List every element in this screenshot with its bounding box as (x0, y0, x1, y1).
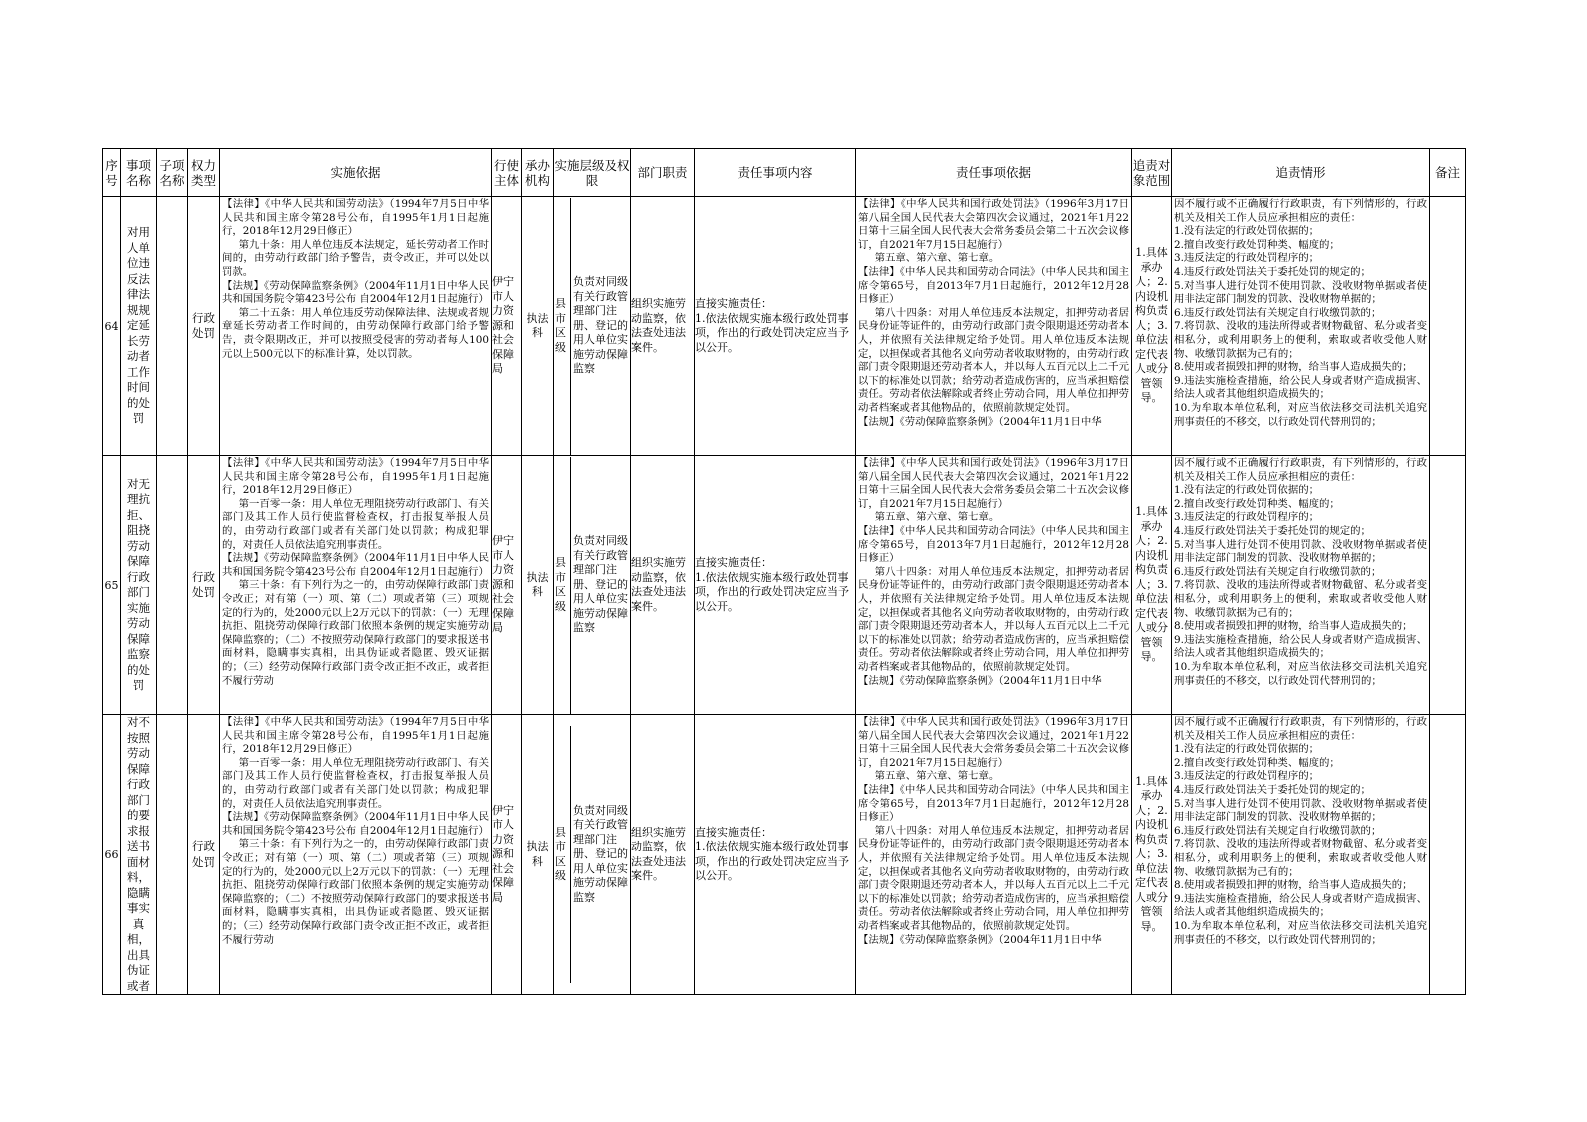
table-row (103, 197, 1466, 456)
row-resp-content: 直接实施责任： 1.依法依规实施本级行政处罚事项，作出的行政处罚决定应当予以公开。 (695, 456, 856, 715)
row-resp-basis-paragraph: 第八十四条：对用人单位违反本法规定，扣押劳动者居民身份证等证件的，由劳动行政部门责令限期退还劳动者本人，并依照有关法律规定给予处罚。用人单位违反本法规定，以担保或者其他名义向劳动者收取财物的，由劳动行政部门责令限期退还劳动者本人，并以每人五百元以上二千元以下的标准处以罚款；给劳动者造成伤害的，应当承担赔偿责任。劳动者依法解除或者终止劳动合同，用人单位扣押劳动者档案或者其他物品的，依照前款规定处罚。 (858, 306, 1129, 414)
row-duty: 组织实施劳动监察，依法查处违法案件。 (631, 715, 695, 995)
row-subject: 伊宁市人力资源和社会保障局 (492, 715, 522, 995)
row-situation-paragraph: 4.违反行政处罚法关于委托处罚的规定的； (1174, 265, 1371, 278)
header-remark: 备注 (1430, 149, 1466, 197)
row-resp-basis-paragraph: 【法规】《劳动保障监察条例》（2004年11月1日中华 (858, 674, 1102, 687)
row-resp-basis-paragraph: 第八十四条：对用人单位违反本法规定，扣押劳动者居民身份证等证件的，由劳动行政部门责令限期退还劳动者本人，并依照有关法律规定给予处罚。用人单位违反本法规定，以担保或者其他名义向劳动者收取财物的，由劳动行政部门责令限期退还劳动者本人，并以每人五百元以上二千元以下的标准处以罚款；给劳动者造成伤害的，应当承担赔偿责任。劳动者依法解除或者终止劳动合同，用人单位扣押劳动者档案或者其他物品的，依照前款规定处罚。 (858, 565, 1129, 673)
row-situation-paragraph: 6.违反行政处罚法有关规定自行收缴罚款的； (1174, 306, 1382, 319)
row-situation-paragraph: 10.为牟取本单位私利，对应当依法移交司法机关追究刑事责任的不移交，以行政处罚代替刑罚的； (1174, 660, 1427, 687)
row-target: 1.具体承办人；2.内设机构负责人；3.单位法定代表人或分管领导。 (1132, 197, 1172, 456)
row-situation-paragraph: 9.违法实施检查措施，给公民人身或者财产造成损害、给法人或者其他组织造成损失的； (1174, 892, 1427, 919)
row-situation-paragraph: 7.将罚款、没收的违法所得或者财物截留、私分或者变相私分，或利用职务上的便利，索取或者收受他人财物、收缴罚款据为己有的； (1174, 838, 1427, 878)
row-situation (1172, 456, 1430, 715)
row-situation-paragraph: 6.违反行政处罚法有关规定自行收缴罚款的； (1174, 565, 1382, 578)
row-org: 执法科 (522, 197, 554, 456)
header-row (103, 149, 1466, 197)
header-item-name: 事项名称 (121, 149, 157, 197)
row-seq: 65 (103, 456, 121, 715)
row-situation-paragraph: 7.将罚款、没收的违法所得或者财物截留、私分或者变相私分，或利用职务上的便利，索取或者收受他人财物、收缴罚款据为己有的； (1174, 579, 1427, 619)
row-resp-basis-paragraph: 【法规】《劳动保障监察条例》（2004年11月1日中华 (858, 415, 1102, 428)
row-situation-paragraph: 1.没有法定的行政处罚依据的； (1174, 225, 1319, 238)
row-resp-content: 直接实施责任： 1.依法依规实施本级行政处罚事项，作出的行政处罚决定应当予以公开。 (695, 715, 856, 995)
row-situation-paragraph: 因不履行或不正确履行行政职责，有下列情形的，行政机关及相关工作人员应承担相应的责任： (1174, 716, 1427, 742)
row-basis-paragraph: 【法规】《劳动保障监察条例》（2004年11月1日中华人民共和国国务院令第423号公布 自2004年12月1日起施行） (222, 552, 489, 578)
header-situation: 追责情形 (1172, 149, 1430, 197)
row-basis-paragraph: 第二十五条：用人单位违反劳动保障法律、法规或者规章延长劳动者工作时间的，由劳动保障行政部门给予警告，责令限期改正，并可以按照受侵害的劳动者每人100元以上500元以下的标准计算，处以罚款。 (222, 306, 489, 360)
row-sub-name (157, 456, 188, 715)
row-resp-content: 直接实施责任： 1.依法依规实施本级行政处罚事项，作出的行政处罚决定应当予以公开。 (695, 197, 856, 456)
row-level-desc: 负责对同级有关行政管理部门注册、登记的用人单位实施劳动保障监察 (573, 534, 628, 635)
table-row (103, 456, 1466, 715)
row-level-desc: 负责对同级有关行政管理部门注册、登记的用人单位实施劳动保障监察 (573, 275, 628, 376)
row-resp-basis-paragraph: 第五章、第六章、第七章。 (874, 511, 1000, 524)
row-situation-paragraph: 5.对当事人进行处罚不使用罚款、没收财物单据或者使用非法定部门制发的罚款、没收财物单据的； (1174, 797, 1427, 824)
row-remark (1430, 715, 1466, 995)
responsibility-table (102, 148, 1466, 995)
row-resp-basis-paragraph: 第八十四条：对用人单位违反本法规定，扣押劳动者居民身份证等证件的，由劳动行政部门责令限期退还劳动者本人，并依照有关法律规定给予处罚。用人单位违反本法规定，以担保或者其他名义向劳动者收取财物的，由劳动行政部门责令限期退还劳动者本人，并以每人五百元以上二千元以下的标准处以罚款；给劳动者造成伤害的，应当承担赔偿责任。劳动者依法解除或者终止劳动合同，用人单位扣押劳动者档案或者其他物品的，依照前款规定处罚。 (858, 824, 1129, 932)
row-situation-paragraph: 2.擅自改变行政处罚种类、幅度的； (1174, 497, 1340, 510)
row-power-type: 行政处罚 (188, 456, 220, 715)
row-seq: 66 (103, 715, 121, 995)
row-situation-paragraph: 1.没有法定的行政处罚依据的； (1174, 743, 1319, 756)
row-level (554, 715, 631, 995)
row-resp-basis-paragraph: 【法律】《中华人民共和国劳动合同法》（中华人民共和国主席令第65号，自2013年7月1日起施行，2012年12月28日修正） (858, 265, 1129, 306)
row-duty: 组织实施劳动监察，依法查处违法案件。 (631, 456, 695, 715)
row-target: 1.具体承办人；2.内设机构负责人；3.单位法定代表人或分管领导。 (1132, 715, 1172, 995)
row-remark (1430, 456, 1466, 715)
row-basis-paragraph: 【法律】《中华人民共和国劳动法》（1994年7月5日中华人民共和国主席令第28号公布，自1995年1月1日起施行，2018年12月29日修正） (222, 457, 489, 497)
row-seq: 64 (103, 197, 121, 456)
header-target: 追责对象范围 (1132, 149, 1172, 197)
row-situation-paragraph: 2.擅自改变行政处罚种类、幅度的； (1174, 756, 1340, 769)
row-resp-basis (856, 197, 1132, 456)
row-basis-paragraph: 【法律】《中华人民共和国劳动法》（1994年7月5日中华人民共和国主席令第28号公布，自1995年1月1日起施行，2018年12月29日修正） (222, 198, 489, 238)
row-target: 1.具体承办人；2.内设机构负责人；3.单位法定代表人或分管领导。 (1132, 456, 1172, 715)
row-situation-paragraph: 4.违反行政处罚法关于委托处罚的规定的； (1174, 783, 1371, 796)
row-sub-name (157, 715, 188, 995)
row-situation-paragraph: 9.违法实施检查措施，给公民人身或者财产造成损害、给法人或者其他组织造成损失的； (1174, 633, 1427, 660)
row-basis (220, 456, 492, 715)
row-situation-paragraph: 8.使用或者损毁扣押的财物，给当事人造成损失的； (1174, 620, 1413, 633)
row-basis-paragraph: 第一百零一条：用人单位无理阻挠劳动行政部门、有关部门及其工作人员行使监督检查权，打击报复举报人员的，由劳动行政部门或者有关部门处以罚款；构成犯罪的，对责任人员依法追究刑事责任。 (222, 756, 489, 810)
row-situation-paragraph: 8.使用或者损毁扣押的财物，给当事人造成损失的； (1174, 361, 1413, 374)
row-power-type: 行政处罚 (188, 197, 220, 456)
row-basis (220, 715, 492, 995)
row-subject: 伊宁市人力资源和社会保障局 (492, 197, 522, 456)
row-basis (220, 197, 492, 456)
row-basis-paragraph: 第三十条：有下列行为之一的，由劳动保障行政部门责令改正；对有第（一）项、第（二）项或者第（三）项规定的行为的，处2000元以上2万元以下的罚款：（一）无理抗拒、阻挠劳动保障行政部门依照本条例的规定实施劳动保障监察的；（二）不按照劳动保障行政部门的要求报送书面材料，隐瞒事实真相，出具伪证或者隐匿、毁灭证据的；（三）经劳动保障行政部门责令改正拒不改正，或者拒不履行劳动 (222, 579, 489, 687)
row-basis-paragraph: 第九十条：用人单位违反本法规定，延长劳动者工作时间的，由劳动行政部门给予警告，责令改正，并可以处以罚款。 (222, 238, 489, 278)
row-level (554, 197, 631, 456)
row-basis-paragraph: 【法规】《劳动保障监察条例》（2004年11月1日中华人民共和国国务院令第423号公布 自2004年12月1日起施行） (222, 811, 489, 837)
row-situation-paragraph: 5.对当事人进行处罚不使用罚款、没收财物单据或者使用非法定部门制发的罚款、没收财物单据的； (1174, 538, 1427, 565)
row-item-name: 对用人单位违反法律法规规定延长劳动者工作时间的处罚 (121, 197, 157, 456)
header-sub-name: 子项名称 (157, 149, 188, 197)
row-org: 执法科 (522, 456, 554, 715)
row-situation-paragraph: 6.违反行政处罚法有关规定自行收缴罚款的； (1174, 824, 1382, 837)
row-resp-basis-paragraph: 【法律】《中华人民共和国行政处罚法》（1996年3月17日第八届全国人民代表大会第四次会议通过，2021年1月22日第十三届全国人民代表大会常务委员会第二十五次会议修订，自2021年7月15日起施行） (858, 716, 1129, 769)
row-subject: 伊宁市人力资源和社会保障局 (492, 456, 522, 715)
row-remark (1430, 197, 1466, 456)
row-resp-basis-paragraph: 【法律】《中华人民共和国行政处罚法》（1996年3月17日第八届全国人民代表大会第四次会议通过，2021年1月22日第十三届全国人民代表大会常务委员会第二十五次会议修订，自2021年7月15日起施行） (858, 198, 1129, 251)
row-level (554, 456, 631, 715)
row-item-name: 对无理抗拒、阻挠劳动保障行政部门实施劳动保障监察的处罚 (121, 456, 157, 715)
header-level: 实施层级及权限 (554, 149, 631, 197)
row-situation (1172, 715, 1430, 995)
table-row (103, 715, 1466, 995)
row-resp-basis (856, 715, 1132, 995)
row-level-scope: 县市区级 (554, 726, 571, 983)
row-basis-paragraph: 第一百零一条：用人单位无理阻挠劳动行政部门、有关部门及其工作人员行使监督检查权，打击报复举报人员的，由劳动行政部门或者有关部门处以罚款；构成犯罪的，对责任人员依法追究刑事责任。 (222, 497, 489, 551)
row-situation (1172, 197, 1430, 456)
row-situation-paragraph: 因不履行或不正确履行行政职责，有下列情形的，行政机关及相关工作人员应承担相应的责任： (1174, 198, 1427, 224)
row-resp-basis-paragraph: 【法律】《中华人民共和国劳动合同法》（中华人民共和国主席令第65号，自2013年7月1日起施行，2012年12月28日修正） (858, 524, 1129, 565)
header-basis: 实施依据 (220, 149, 492, 197)
row-duty: 组织实施劳动监察，依法查处违法案件。 (631, 197, 695, 456)
row-level-desc: 负责对同级有关行政管理部门注册、登记的用人单位实施劳动保障监察 (573, 803, 628, 904)
header-subject: 行使主体 (492, 149, 522, 197)
row-situation-paragraph: 10.为牟取本单位私利，对应当依法移交司法机关追究刑事责任的不移交，以行政处罚代替刑罚的； (1174, 919, 1427, 946)
row-level-scope: 县市区级 (554, 198, 571, 455)
row-situation-paragraph: 因不履行或不正确履行行政职责，有下列情形的，行政机关及相关工作人员应承担相应的责任： (1174, 457, 1427, 483)
header-resp-basis: 责任事项依据 (856, 149, 1132, 197)
header-power-type: 权力类型 (188, 149, 220, 197)
row-situation-paragraph: 8.使用或者损毁扣押的财物，给当事人造成损失的； (1174, 879, 1413, 892)
row-resp-basis-paragraph: 【法规】《劳动保障监察条例》（2004年11月1日中华 (858, 933, 1102, 946)
row-basis-paragraph: 第三十条：有下列行为之一的，由劳动保障行政部门责令改正；对有第（一）项、第（二）项或者第（三）项规定的行为的，处2000元以上2万元以下的罚款：（一）无理抗拒、阻挠劳动保障行政部门依照本条例的规定实施劳动保障监察的；（二）不按照劳动保障行政部门的要求报送书面材料，隐瞒事实真相，出具伪证或者隐匿、毁灭证据的；（三）经劳动保障行政部门责令改正拒不改正，或者拒不履行劳动 (222, 838, 489, 946)
header-resp-content: 责任事项内容 (695, 149, 856, 197)
header-duty: 部门职责 (631, 149, 695, 197)
row-resp-basis-paragraph: 第五章、第六章、第七章。 (874, 770, 1000, 783)
row-resp-basis-paragraph: 第五章、第六章、第七章。 (874, 252, 1000, 265)
row-situation-paragraph: 9.违法实施检查措施，给公民人身或者财产造成损害、给法人或者其他组织造成损失的； (1174, 374, 1427, 401)
header-org: 承办机构 (522, 149, 554, 197)
header-seq: 序号 (103, 149, 121, 197)
row-situation-paragraph: 3.违反法定的行政处罚程序的； (1174, 252, 1319, 265)
row-situation-paragraph: 10.为牟取本单位私利，对应当依法移交司法机关追究刑事责任的不移交，以行政处罚代替刑罚的； (1174, 401, 1427, 428)
row-situation-paragraph: 1.没有法定的行政处罚依据的； (1174, 484, 1319, 497)
row-basis-paragraph: 【法规】《劳动保障监察条例》（2004年11月1日中华人民共和国国务院令第423号公布 自2004年12月1日起施行） (222, 279, 489, 306)
row-situation-paragraph: 3.违反法定的行政处罚程序的； (1174, 770, 1319, 783)
row-level-scope: 县市区级 (554, 457, 571, 714)
row-situation-paragraph: 7.将罚款、没收的违法所得或者财物截留、私分或者变相私分，或利用职务上的便利，索取或者收受他人财物、收缴罚款据为己有的； (1174, 320, 1427, 360)
row-situation-paragraph: 3.违反法定的行政处罚程序的； (1174, 511, 1319, 524)
row-basis-paragraph: 【法律】《中华人民共和国劳动法》（1994年7月5日中华人民共和国主席令第28号公布，自1995年1月1日起施行，2018年12月29日修正） (222, 716, 489, 756)
row-resp-basis (856, 456, 1132, 715)
row-situation-paragraph: 2.擅自改变行政处罚种类、幅度的； (1174, 238, 1340, 251)
row-item-name: 对不按照劳动保障行政部门的要求报送书面材料，隐瞒事实真相，出具伪证或者 (121, 715, 157, 995)
row-resp-basis-paragraph: 【法律】《中华人民共和国劳动合同法》（中华人民共和国主席令第65号，自2013年7月1日起施行，2012年12月28日修正） (858, 783, 1129, 824)
row-situation-paragraph: 5.对当事人进行处罚不使用罚款、没收财物单据或者使用非法定部门制发的罚款、没收财物单据的； (1174, 279, 1427, 306)
row-sub-name (157, 197, 188, 456)
row-resp-basis-paragraph: 【法律】《中华人民共和国行政处罚法》（1996年3月17日第八届全国人民代表大会第四次会议通过，2021年1月22日第十三届全国人民代表大会常务委员会第二十五次会议修订，自2021年7月15日起施行） (858, 457, 1129, 510)
row-situation-paragraph: 4.违反行政处罚法关于委托处罚的规定的； (1174, 524, 1371, 537)
row-org: 执法科 (522, 715, 554, 995)
row-power-type: 行政处罚 (188, 715, 220, 995)
